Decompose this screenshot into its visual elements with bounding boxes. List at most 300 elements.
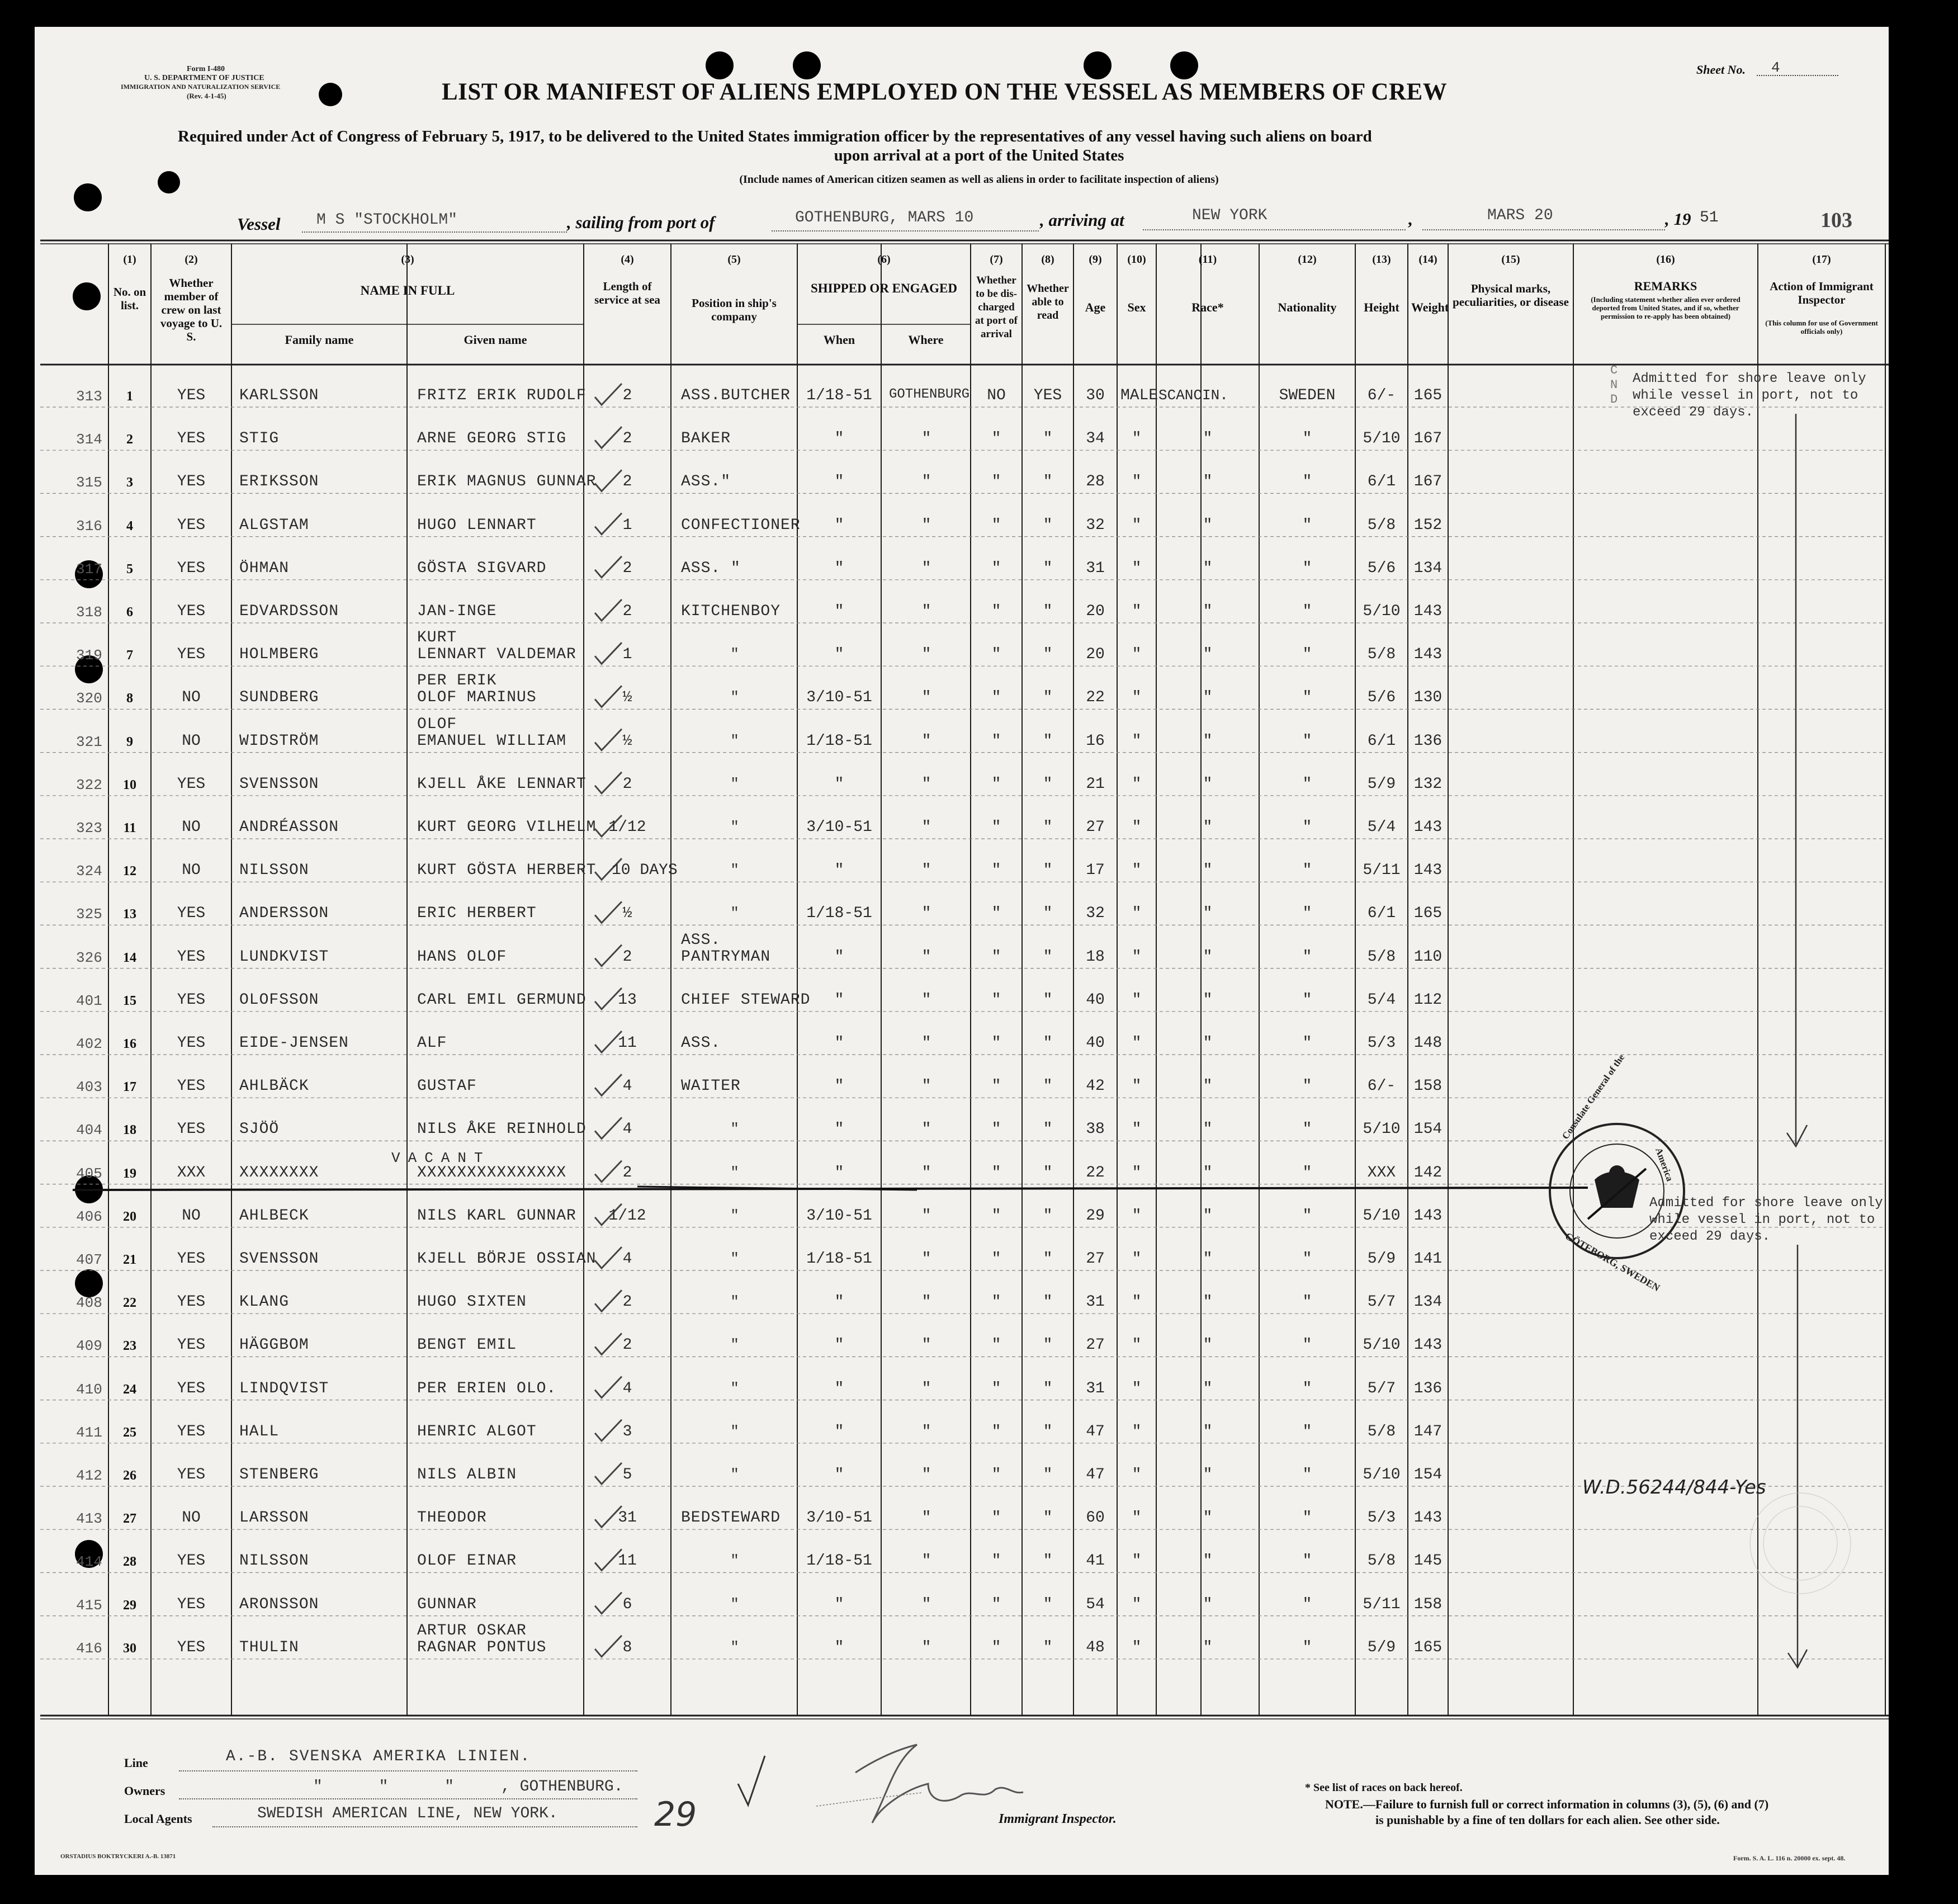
row-number: 8 xyxy=(126,691,133,706)
col-label-c13: Height xyxy=(1364,300,1399,314)
family-name: ANDRÉASSON xyxy=(239,819,339,836)
family-name: KLANG xyxy=(239,1293,290,1311)
race: " xyxy=(1203,1552,1213,1570)
row-number: 24 xyxy=(123,1382,136,1397)
length-of-service: 4 xyxy=(622,1379,632,1397)
service-name: IMMIGRATION AND NATURALIZATION SERVICE xyxy=(121,83,281,91)
race: " xyxy=(1203,1164,1213,1182)
remark-shore-leave-2b: while vessel in port, not to xyxy=(1649,1212,1875,1227)
shipped-when: " xyxy=(834,1595,844,1613)
length-of-service: 2 xyxy=(622,775,632,793)
race: " xyxy=(1203,473,1213,491)
length-of-service: 5 xyxy=(622,1466,632,1483)
nationality: " xyxy=(1302,1595,1312,1613)
remark-side-initials: C N D xyxy=(1610,363,1618,407)
row-number: 13 xyxy=(123,907,136,922)
manifest-instruction: (Include names of American citizen seamen as well as aliens in order to facilitate inspection of aliens) xyxy=(739,173,1219,186)
height: 5/8 xyxy=(1367,516,1396,534)
shipped-when: " xyxy=(834,948,844,966)
col-shipped-when: When xyxy=(823,333,855,347)
height: 5/8 xyxy=(1367,1552,1396,1570)
discharged-at-port: " xyxy=(991,1293,1001,1311)
family-name: ERIKSSON xyxy=(239,473,319,491)
col-label-c7: Whether to be dis-charged at port of arrival xyxy=(975,275,1018,340)
nationality: " xyxy=(1302,948,1312,966)
length-of-service: 8 xyxy=(622,1638,632,1656)
shipped-when: " xyxy=(834,1034,844,1052)
height: 5/8 xyxy=(1367,1423,1396,1440)
length-of-service: 4 xyxy=(622,1250,632,1268)
shipped-when: " xyxy=(834,1121,844,1138)
col-num-c13: (13) xyxy=(1372,253,1391,266)
able-to-read: " xyxy=(1043,473,1053,491)
nationality: " xyxy=(1302,603,1312,620)
shipped-where: " xyxy=(921,948,931,966)
shipped-when: " xyxy=(834,775,844,793)
length-of-service: ½ xyxy=(622,732,632,750)
able-to-read: " xyxy=(1043,905,1053,923)
shipped-where: " xyxy=(921,1164,931,1182)
discharged-at-port: " xyxy=(991,516,1001,534)
shipped-where: " xyxy=(921,732,931,750)
shipped-where: " xyxy=(921,1336,931,1354)
discharged-at-port: " xyxy=(991,1379,1001,1397)
shipped-where: " xyxy=(921,1034,931,1052)
shipped-where: GOTHENBURG xyxy=(889,387,970,402)
nationality: " xyxy=(1302,819,1312,836)
given-name: JAN-INGE xyxy=(417,603,497,620)
col-num-c10: (10) xyxy=(1127,253,1146,266)
list-number: 414 xyxy=(76,1553,102,1571)
discharged-at-port: " xyxy=(991,1509,1001,1527)
crew-last-voyage: YES xyxy=(177,1121,206,1138)
nationality: " xyxy=(1302,905,1312,923)
remark-wd-note: W.D.56244/844-Yes xyxy=(1582,1476,1766,1499)
age: 31 xyxy=(1086,1293,1105,1311)
height: 5/10 xyxy=(1363,603,1401,620)
shipped-when: " xyxy=(834,862,844,880)
col-inspector-note: (This column for use of Government officials only) xyxy=(1765,319,1878,336)
col-label-c10: Sex xyxy=(1127,300,1146,314)
given-name: KURT GEORG VILHELM xyxy=(417,819,597,836)
sex: " xyxy=(1132,1293,1142,1311)
position: " xyxy=(730,1207,739,1224)
height: 5/3 xyxy=(1367,1034,1396,1052)
shipped-when: " xyxy=(834,991,844,1009)
weight: 148 xyxy=(1413,1034,1443,1052)
age: 34 xyxy=(1086,430,1105,448)
shipped-where: " xyxy=(921,1121,931,1138)
sex: " xyxy=(1132,1552,1142,1570)
able-to-read: " xyxy=(1043,948,1053,966)
date-comma: , xyxy=(1408,209,1412,229)
weight: 152 xyxy=(1413,516,1443,534)
discharged-at-port: " xyxy=(991,430,1001,448)
shipped-when: " xyxy=(834,1423,844,1440)
able-to-read: " xyxy=(1043,1466,1053,1483)
sex: " xyxy=(1132,1207,1142,1225)
height: 5/6 xyxy=(1367,559,1396,577)
height: 5/10 xyxy=(1363,1336,1401,1354)
nationality: " xyxy=(1302,516,1312,534)
age: 47 xyxy=(1086,1423,1105,1440)
race: " xyxy=(1203,948,1213,966)
nationality: " xyxy=(1302,1552,1312,1570)
nationality: " xyxy=(1302,1121,1312,1138)
race: " xyxy=(1203,775,1213,793)
position: " xyxy=(730,1121,739,1138)
shipped-when: " xyxy=(834,1078,844,1095)
given-name: KJELL ÅKE LENNART xyxy=(417,775,587,793)
given-name: BENGT EMIL xyxy=(417,1336,517,1354)
weight: 143 xyxy=(1413,1336,1443,1354)
vessel-name: M S "STOCKHOLM" xyxy=(316,211,458,229)
crew-last-voyage: NO xyxy=(182,1509,201,1527)
sex: " xyxy=(1132,1466,1142,1483)
length-of-service: 2 xyxy=(622,559,632,577)
nationality: " xyxy=(1302,1336,1312,1354)
crew-last-voyage: YES xyxy=(177,1638,206,1656)
family-name: ARONSSON xyxy=(239,1595,319,1613)
row-number: 21 xyxy=(123,1253,136,1267)
discharged-at-port: " xyxy=(991,1207,1001,1225)
col-num-c6: (6) xyxy=(877,253,891,266)
shipped-when: 3/10-51 xyxy=(806,1207,872,1225)
height: 5/8 xyxy=(1367,948,1396,966)
position: " xyxy=(730,1293,739,1311)
discharged-at-port: " xyxy=(991,603,1001,620)
length-of-service: 11 xyxy=(618,1034,637,1052)
discharged-at-port: " xyxy=(991,559,1001,577)
position: " xyxy=(730,1379,739,1397)
able-to-read: YES xyxy=(1033,387,1062,404)
list-number: 322 xyxy=(76,776,102,793)
sailing-label: , sailing from port of xyxy=(567,212,715,232)
departure-port: GOTHENBURG, MARS 10 xyxy=(795,209,974,226)
arrival-date: MARS 20 xyxy=(1487,207,1553,224)
list-number: 317 xyxy=(76,560,102,578)
remark-shore-leave-2: Admitted for shore leave only xyxy=(1649,1196,1883,1211)
discharged-at-port: " xyxy=(991,473,1001,491)
able-to-read: " xyxy=(1043,646,1053,664)
position: " xyxy=(730,1595,739,1613)
row-number: 25 xyxy=(123,1425,136,1440)
height: 5/4 xyxy=(1367,819,1396,836)
row-number: 27 xyxy=(123,1511,136,1527)
sex: " xyxy=(1132,775,1142,793)
crew-last-voyage: YES xyxy=(177,1379,206,1397)
col-label-c1: No. on list. xyxy=(113,285,146,312)
weight: 167 xyxy=(1413,430,1443,448)
able-to-read: " xyxy=(1043,430,1053,448)
able-to-read: " xyxy=(1043,1207,1053,1225)
able-to-read: " xyxy=(1043,862,1053,880)
shipped-where: " xyxy=(921,819,931,836)
shipped-when: " xyxy=(834,559,844,577)
weight: 143 xyxy=(1413,819,1443,836)
list-number: 412 xyxy=(76,1467,102,1484)
position: ASS. " xyxy=(681,559,741,577)
position: " xyxy=(730,1552,739,1570)
list-number: 416 xyxy=(76,1640,102,1657)
row-number: 15 xyxy=(123,993,136,1008)
discharged-at-port: " xyxy=(991,1638,1001,1656)
crew-last-voyage: YES xyxy=(177,1423,206,1440)
shipped-where: " xyxy=(921,689,931,707)
owners-underline xyxy=(179,1798,637,1799)
sex: " xyxy=(1132,1034,1142,1052)
col-num-c15: (15) xyxy=(1501,253,1520,266)
agents-value: SWEDISH AMERICAN LINE, NEW YORK. xyxy=(257,1805,558,1822)
sheet-label: Sheet No. xyxy=(1696,63,1746,77)
age: 20 xyxy=(1086,646,1105,664)
given-name: OLOF EINAR xyxy=(417,1552,517,1570)
length-of-service: 11 xyxy=(618,1552,637,1570)
row-number: 17 xyxy=(123,1080,136,1095)
family-name: HALL xyxy=(239,1423,280,1440)
age: 60 xyxy=(1086,1509,1105,1527)
weight: 134 xyxy=(1413,559,1443,577)
age: 22 xyxy=(1086,689,1105,707)
length-of-service: 2 xyxy=(622,1293,632,1311)
crew-last-voyage: YES xyxy=(177,387,206,404)
discharged-at-port: " xyxy=(991,646,1001,664)
length-of-service: 2 xyxy=(622,1336,632,1354)
shipped-where: " xyxy=(921,1638,931,1656)
able-to-read: " xyxy=(1043,1552,1053,1570)
height: 5/6 xyxy=(1367,689,1396,707)
row-number: 29 xyxy=(123,1598,136,1613)
discharged-at-port: " xyxy=(991,1552,1001,1570)
col-given-name: Given name xyxy=(464,333,527,347)
shipped-where: " xyxy=(921,646,931,664)
shipped-when: " xyxy=(834,1336,844,1354)
crew-last-voyage: YES xyxy=(177,1552,206,1570)
age: 54 xyxy=(1086,1595,1105,1613)
shipped-when: 1/18-51 xyxy=(806,732,872,750)
col-label-c12: Nationality xyxy=(1278,300,1337,314)
length-of-service: 4 xyxy=(622,1121,632,1138)
discharged-at-port: " xyxy=(991,1164,1001,1182)
shipped-when: 1/18-51 xyxy=(806,387,872,404)
list-number: 401 xyxy=(76,992,102,1009)
crew-last-voyage: NO xyxy=(182,862,201,880)
sex: " xyxy=(1132,1423,1142,1440)
col-num-c2: (2) xyxy=(185,253,198,266)
able-to-read: " xyxy=(1043,1250,1053,1268)
able-to-read: " xyxy=(1043,1121,1053,1138)
sex: " xyxy=(1132,1121,1142,1138)
race: " xyxy=(1203,559,1213,577)
col-num-c7: (7) xyxy=(990,253,1003,266)
position: PANTRYMAN xyxy=(681,948,771,966)
given-name: ARNE GEORG STIG xyxy=(417,430,567,448)
owners-value: " " " , GOTHENBURG. xyxy=(313,1778,623,1796)
list-number: 415 xyxy=(76,1596,102,1614)
sex: " xyxy=(1132,603,1142,620)
position: BEDSTEWARD xyxy=(681,1509,781,1527)
shipped-where: " xyxy=(921,862,931,880)
manifest-title: LIST OR MANIFEST OF ALIENS EMPLOYED ON THE VESSEL AS MEMBERS OF CREW xyxy=(442,79,1448,105)
weight: 165 xyxy=(1413,387,1443,404)
family-name: THULIN xyxy=(239,1638,299,1656)
shipped-when: 3/10-51 xyxy=(806,1509,872,1527)
position: ASS." xyxy=(681,473,731,491)
sex: " xyxy=(1132,430,1142,448)
list-number: 406 xyxy=(76,1208,102,1225)
position: CONFECTIONER xyxy=(681,516,801,534)
list-number: 319 xyxy=(76,647,102,664)
able-to-read: " xyxy=(1043,516,1053,534)
crew-last-voyage: YES xyxy=(177,430,206,448)
discharged-at-port: " xyxy=(991,689,1001,707)
shipped-when: 1/18-51 xyxy=(806,1250,872,1268)
position: " xyxy=(730,1638,739,1656)
crew-last-voyage: YES xyxy=(177,1336,206,1354)
given-name: GUNNAR xyxy=(417,1595,477,1613)
given-name-line1: OLOF xyxy=(417,715,457,733)
col-label-c3: NAME IN FULL xyxy=(360,284,455,297)
list-number: 402 xyxy=(76,1036,102,1052)
col-num-c14: (14) xyxy=(1418,253,1437,266)
crew-last-voyage: YES xyxy=(177,646,206,664)
family-name: EIDE-JENSEN xyxy=(239,1034,349,1052)
length-of-service: 13 xyxy=(618,991,637,1009)
discharged-at-port: " xyxy=(991,1423,1001,1440)
row-number: 30 xyxy=(123,1641,136,1656)
age: 28 xyxy=(1086,473,1105,491)
shipped-where: " xyxy=(921,1293,931,1311)
able-to-read: " xyxy=(1043,1164,1053,1182)
race: " xyxy=(1203,862,1213,880)
position: " xyxy=(730,819,739,835)
race: " xyxy=(1203,1595,1213,1613)
height: 5/10 xyxy=(1363,1207,1401,1225)
race: " xyxy=(1203,1293,1213,1311)
length-of-service: ½ xyxy=(622,689,632,707)
sex: " xyxy=(1132,1250,1142,1268)
row-number: 9 xyxy=(126,734,133,749)
nationality: " xyxy=(1302,862,1312,880)
crew-last-voyage: YES xyxy=(177,1466,206,1483)
crew-last-voyage: YES xyxy=(177,1250,206,1268)
weight: 165 xyxy=(1413,1638,1443,1656)
family-name: NILSSON xyxy=(239,862,309,880)
age: 40 xyxy=(1086,1034,1105,1052)
race: " xyxy=(1203,905,1213,923)
given-name: ERIC HERBERT xyxy=(417,905,537,923)
line-label: Line xyxy=(124,1756,148,1770)
shipped-where: " xyxy=(921,775,931,793)
list-number: 315 xyxy=(76,474,102,492)
family-name: AHLBÄCK xyxy=(239,1078,309,1095)
crew-count: 29 xyxy=(654,1795,697,1834)
able-to-read: " xyxy=(1043,732,1053,750)
family-name: LINDQVIST xyxy=(239,1379,329,1397)
shipped-where: " xyxy=(921,1466,931,1483)
family-name: ÖHMAN xyxy=(239,559,290,577)
weight: 143 xyxy=(1413,1207,1443,1225)
height: 5/10 xyxy=(1363,1121,1401,1138)
vessel-label: Vessel xyxy=(237,214,281,234)
able-to-read: " xyxy=(1043,1336,1053,1354)
list-number: 313 xyxy=(76,388,102,405)
sex: " xyxy=(1132,1509,1142,1527)
discharged-at-port: " xyxy=(991,1250,1001,1268)
department-name: U. S. DEPARTMENT OF JUSTICE xyxy=(144,74,264,82)
position: " xyxy=(730,1423,739,1440)
race: " xyxy=(1203,1379,1213,1397)
height: 5/3 xyxy=(1367,1509,1396,1527)
race: " xyxy=(1203,1423,1213,1440)
able-to-read: " xyxy=(1043,775,1053,793)
position: ASS.BUTCHER xyxy=(681,387,791,404)
form-number: Form I-480 xyxy=(187,65,225,73)
discharged-at-port: " xyxy=(991,1034,1001,1052)
row-number: 19 xyxy=(123,1166,136,1181)
family-name: STENBERG xyxy=(239,1466,319,1483)
height: 5/9 xyxy=(1367,775,1396,793)
given-name: ALF xyxy=(417,1034,447,1052)
race: " xyxy=(1203,1509,1213,1527)
family-name: LUNDKVIST xyxy=(239,948,329,966)
age: 22 xyxy=(1086,1164,1105,1182)
line-underline xyxy=(179,1770,637,1771)
shipped-where: " xyxy=(921,1207,931,1225)
crew-last-voyage: YES xyxy=(177,1293,206,1311)
crew-last-voyage: NO xyxy=(182,819,201,836)
height: XXX xyxy=(1367,1164,1396,1182)
nationality: " xyxy=(1302,1164,1312,1182)
weight: 132 xyxy=(1413,775,1443,793)
list-number: 405 xyxy=(76,1165,102,1182)
discharged-at-port: " xyxy=(991,1595,1001,1613)
nationality: " xyxy=(1302,430,1312,448)
list-number: 407 xyxy=(76,1251,102,1268)
sex: " xyxy=(1132,819,1142,836)
race: " xyxy=(1203,1034,1213,1052)
list-number: 411 xyxy=(76,1424,102,1441)
age: 20 xyxy=(1086,603,1105,620)
discharged-at-port: " xyxy=(991,991,1001,1009)
height: 5/4 xyxy=(1367,991,1396,1009)
inspector-label: Immigrant Inspector. xyxy=(999,1812,1117,1826)
nationality: SWEDEN xyxy=(1279,387,1336,404)
crew-last-voyage: XXX xyxy=(177,1164,206,1182)
height: 6/1 xyxy=(1367,905,1396,923)
sex: " xyxy=(1132,1638,1142,1656)
shipped-where: " xyxy=(921,559,931,577)
given-name: FRITZ ERIK RUDOLF xyxy=(417,387,587,404)
inspector-signature xyxy=(855,1745,1023,1823)
crew-last-voyage: YES xyxy=(177,1595,206,1613)
col-shipped-where: Where xyxy=(908,333,944,347)
col-num-c11: (11) xyxy=(1198,253,1217,266)
agents-label: Local Agents xyxy=(124,1812,192,1826)
length-of-service: 1/12 xyxy=(608,819,646,836)
able-to-read: " xyxy=(1043,689,1053,707)
position: " xyxy=(730,1164,739,1181)
given-name: EMANUEL WILLIAM xyxy=(417,732,567,750)
list-number: 314 xyxy=(76,431,102,448)
discharged-at-port: " xyxy=(991,862,1001,880)
col-label-c15: Physical marks, peculiarities, or disease xyxy=(1453,282,1569,309)
nationality: " xyxy=(1302,1034,1312,1052)
sheet-number: 4 xyxy=(1771,59,1780,76)
weight: 141 xyxy=(1413,1250,1443,1268)
nationality: " xyxy=(1302,1466,1312,1483)
list-number: 316 xyxy=(76,517,102,535)
